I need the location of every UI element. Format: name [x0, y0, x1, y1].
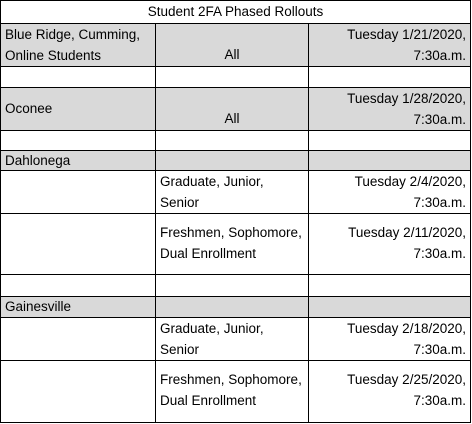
campus-cell-oconee[interactable]	[1, 88, 156, 131]
date-line1: Tuesday 2/11/2020,	[348, 225, 466, 240]
date-line1: Tuesday 2/4/2020,	[354, 174, 466, 189]
table-row	[1, 171, 471, 214]
group-line2: Dual Enrollment	[160, 392, 257, 408]
group-label: All	[224, 110, 240, 126]
campus-header-gainesville[interactable]: Gainesville	[1, 297, 156, 318]
empty-cell[interactable]	[156, 275, 309, 297]
empty-cell[interactable]	[309, 67, 471, 88]
empty-cell[interactable]	[309, 275, 471, 297]
campus-name-line2: Online Students	[5, 47, 102, 63]
group-cell-blue-ridge[interactable]	[156, 24, 309, 67]
date-cell[interactable]	[309, 214, 471, 275]
date-line1: Tuesday 2/18/2020,	[347, 321, 466, 336]
table-row	[1, 361, 471, 423]
empty-cell[interactable]	[309, 131, 471, 151]
date-line1: Tuesday 1/21/2020,	[347, 27, 466, 42]
date-line1: Tuesday 1/28/2020,	[347, 91, 466, 106]
table-row	[1, 214, 471, 275]
title-row	[1, 1, 471, 24]
section-row-gainesville	[1, 297, 471, 318]
group-cell-oconee[interactable]	[156, 88, 309, 131]
date-line2: 7:30a.m.	[413, 194, 466, 210]
empty-cell[interactable]	[309, 297, 471, 318]
empty-cell[interactable]	[1, 171, 156, 214]
campus-name: Oconee	[5, 100, 53, 116]
date-cell[interactable]	[309, 318, 471, 361]
date-cell-blue-ridge[interactable]	[309, 24, 471, 67]
date-line2: 7:30a.m.	[413, 341, 466, 357]
group-line1: Graduate, Junior,	[160, 174, 264, 189]
date-line1: Tuesday 2/25/2020,	[347, 372, 466, 387]
empty-cell[interactable]	[1, 318, 156, 361]
empty-cell[interactable]	[1, 67, 156, 88]
table-row-oconee	[1, 88, 471, 131]
empty-cell[interactable]	[156, 297, 309, 318]
section-row-dahlonega	[1, 151, 471, 171]
group-line1: Graduate, Junior,	[160, 321, 264, 336]
group-label: All	[224, 46, 240, 62]
group-line2: Senior	[160, 194, 200, 210]
table-row-spacer	[1, 67, 471, 88]
table-title[interactable]: Student 2FA Phased Rollouts	[1, 1, 471, 24]
group-line1: Freshmen, Sophomore,	[160, 225, 302, 240]
date-line2: 7:30a.m.	[413, 392, 466, 408]
group-line2: Dual Enrollment	[160, 245, 257, 261]
campus-cell-blue-ridge[interactable]	[1, 24, 156, 67]
empty-cell[interactable]	[156, 67, 309, 88]
table-row-blue-ridge	[1, 24, 471, 67]
group-cell[interactable]	[156, 318, 309, 361]
empty-cell[interactable]	[1, 214, 156, 275]
campus-name-line1: Blue Ridge, Cumming,	[5, 27, 141, 42]
table-row-spacer	[1, 275, 471, 297]
empty-cell[interactable]	[1, 361, 156, 423]
date-cell-oconee[interactable]	[309, 88, 471, 131]
group-cell[interactable]	[156, 171, 309, 214]
empty-cell[interactable]	[156, 151, 309, 171]
date-line2: 7:30a.m.	[413, 245, 466, 261]
date-line2: 7:30a.m.	[413, 47, 466, 63]
empty-cell[interactable]	[1, 275, 156, 297]
date-cell[interactable]	[309, 361, 471, 423]
table-row	[1, 318, 471, 361]
empty-cell[interactable]	[156, 131, 309, 151]
group-cell[interactable]	[156, 214, 309, 275]
date-cell[interactable]	[309, 171, 471, 214]
group-cell[interactable]	[156, 361, 309, 423]
campus-header-dahlonega[interactable]: Dahlonega	[1, 151, 156, 171]
empty-cell[interactable]	[1, 131, 156, 151]
table-row-spacer	[1, 131, 471, 151]
group-line1: Freshmen, Sophomore,	[160, 372, 302, 387]
date-line2: 7:30a.m.	[413, 111, 466, 127]
group-line2: Senior	[160, 341, 200, 357]
empty-cell[interactable]	[309, 151, 471, 171]
